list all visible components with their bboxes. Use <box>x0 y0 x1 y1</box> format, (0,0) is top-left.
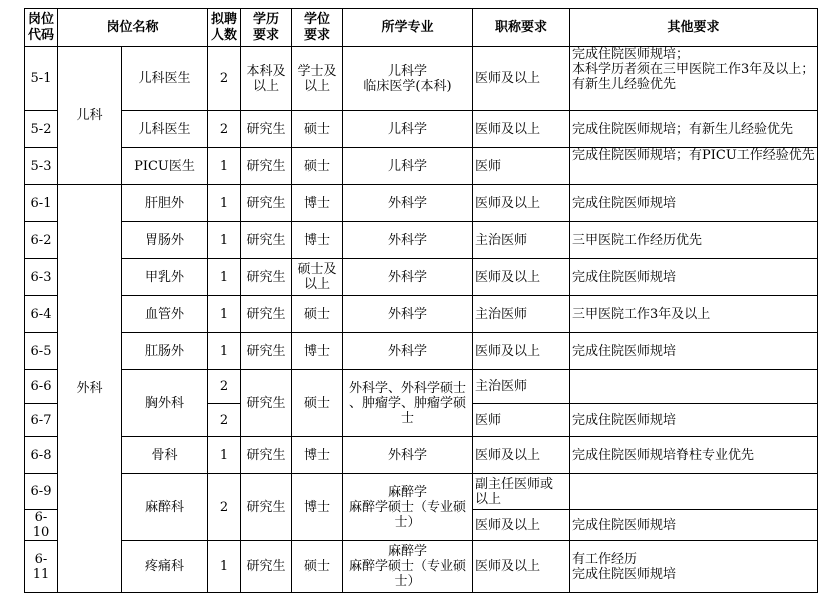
row-code: 6-3 <box>25 259 58 296</box>
row-count: 2 <box>208 474 241 541</box>
row-education: 研究生 <box>241 541 292 593</box>
row-other: 完成住院医师规培；有新生儿经验优先 <box>570 111 818 148</box>
row-title: 主治医师 <box>473 370 570 404</box>
row-code: 6-1 <box>25 185 58 222</box>
row-code: 6-2 <box>25 222 58 259</box>
row-other: 完成住院医师规培；有PICU工作经验优先 <box>570 148 818 185</box>
row-education: 研究生 <box>241 185 292 222</box>
recruitment-table <box>24 8 818 593</box>
table-row <box>25 259 818 296</box>
row-count: 1 <box>208 222 241 259</box>
row-degree: 硕士及 以上 <box>292 259 343 296</box>
row-title: 主治医师 <box>473 296 570 333</box>
table-row <box>25 222 818 259</box>
row-major: 外科学、外科学硕士 、肿瘤学、肿瘤学硕 士 <box>343 370 473 437</box>
row-name: 胸外科 <box>122 370 208 437</box>
row-title: 医师及以上 <box>473 185 570 222</box>
row-degree: 硕士 <box>292 370 343 437</box>
row-count: 1 <box>208 541 241 593</box>
row-major: 外科学 <box>343 333 473 370</box>
row-count: 1 <box>208 333 241 370</box>
row-name: 疼痛科 <box>122 541 208 593</box>
row-other: 三甲医院工作3年及以上 <box>570 296 818 333</box>
header-major: 所学专业 <box>343 9 473 47</box>
row-name: 儿科医生 <box>122 111 208 148</box>
table-row <box>25 474 818 510</box>
row-major: 儿科学 <box>343 148 473 185</box>
header-title: 职称要求 <box>473 9 570 47</box>
row-code: 6-5 <box>25 333 58 370</box>
table-row <box>25 296 818 333</box>
row-other: 完成住院医师规培 <box>570 185 818 222</box>
row-other <box>570 474 818 510</box>
row-major: 麻醉学 麻醉学硕士（专业硕 士） <box>343 474 473 541</box>
row-name: 儿科医生 <box>122 47 208 111</box>
row-degree: 博士 <box>292 185 343 222</box>
table-row <box>25 111 818 148</box>
row-education: 研究生 <box>241 474 292 541</box>
group-pediatrics: 儿科 <box>58 47 122 185</box>
row-degree: 博士 <box>292 222 343 259</box>
row-count: 2 <box>208 111 241 148</box>
table-row <box>25 437 818 474</box>
header-count: 拟聘 人数 <box>208 9 241 47</box>
row-education: 研究生 <box>241 437 292 474</box>
row-name: 肝胆外 <box>122 185 208 222</box>
row-degree: 硕士 <box>292 111 343 148</box>
row-education: 本科及 以上 <box>241 47 292 111</box>
row-count: 1 <box>208 185 241 222</box>
row-other: 有工作经历 完成住院医师规培 <box>570 541 818 593</box>
table-row <box>25 370 818 404</box>
row-title: 医师及以上 <box>473 437 570 474</box>
table-row <box>25 47 818 111</box>
row-title: 医师 <box>473 404 570 437</box>
header-position: 岗位名称 <box>58 9 208 47</box>
row-code: 5-3 <box>25 148 58 185</box>
row-degree: 硕士 <box>292 296 343 333</box>
row-code: 6-4 <box>25 296 58 333</box>
row-major: 外科学 <box>343 296 473 333</box>
row-other: 完成住院医师规培 <box>570 510 818 541</box>
row-other: 完成住院医师规培 <box>570 259 818 296</box>
table-row <box>25 148 818 185</box>
row-title: 医师及以上 <box>473 541 570 593</box>
row-title: 副主任医师或 以上 <box>473 474 570 510</box>
table-row <box>25 541 818 593</box>
row-code: 5-1 <box>25 47 58 111</box>
row-name: PICU医生 <box>122 148 208 185</box>
row-code: 6-10 <box>25 510 58 541</box>
row-major: 外科学 <box>343 185 473 222</box>
row-major: 儿科学 <box>343 111 473 148</box>
row-title: 医师及以上 <box>473 47 570 111</box>
row-code: 5-2 <box>25 111 58 148</box>
row-other: 三甲医院工作经历优先 <box>570 222 818 259</box>
row-education: 研究生 <box>241 111 292 148</box>
row-count: 1 <box>208 437 241 474</box>
row-education: 研究生 <box>241 259 292 296</box>
header-other: 其他要求 <box>570 9 818 47</box>
row-education: 研究生 <box>241 333 292 370</box>
row-title: 主治医师 <box>473 222 570 259</box>
row-count: 1 <box>208 296 241 333</box>
row-degree: 学士及 以上 <box>292 47 343 111</box>
row-education: 研究生 <box>241 222 292 259</box>
group-surgery: 外科 <box>58 185 122 593</box>
row-title: 医师及以上 <box>473 333 570 370</box>
row-code: 6-9 <box>25 474 58 510</box>
row-code: 6-6 <box>25 370 58 404</box>
row-education: 研究生 <box>241 370 292 437</box>
row-count: 2 <box>208 370 241 404</box>
row-count: 1 <box>208 259 241 296</box>
row-other: 完成住院医师规培 <box>570 404 818 437</box>
row-education: 研究生 <box>241 148 292 185</box>
row-title: 医师及以上 <box>473 259 570 296</box>
row-title: 医师及以上 <box>473 510 570 541</box>
row-count: 1 <box>208 148 241 185</box>
row-code: 6-11 <box>25 541 58 593</box>
row-major: 外科学 <box>343 259 473 296</box>
row-major: 麻醉学 麻醉学硕士（专业硕 士） <box>343 541 473 593</box>
header-degree: 学位 要求 <box>292 9 343 47</box>
row-major: 外科学 <box>343 437 473 474</box>
table-row <box>25 333 818 370</box>
header-code: 岗位 代码 <box>25 9 58 47</box>
row-count: 2 <box>208 404 241 437</box>
row-name: 血管外 <box>122 296 208 333</box>
row-title: 医师 <box>473 148 570 185</box>
row-major: 外科学 <box>343 222 473 259</box>
table-row <box>25 185 818 222</box>
row-count: 2 <box>208 47 241 111</box>
row-major: 儿科学 临床医学(本科) <box>343 47 473 111</box>
row-code: 6-8 <box>25 437 58 474</box>
row-name: 甲乳外 <box>122 259 208 296</box>
row-other: 完成住院医师规培 <box>570 333 818 370</box>
row-degree: 硕士 <box>292 148 343 185</box>
row-degree: 博士 <box>292 437 343 474</box>
header-education: 学历 要求 <box>241 9 292 47</box>
row-title: 医师及以上 <box>473 111 570 148</box>
row-name: 肛肠外 <box>122 333 208 370</box>
row-name: 胃肠外 <box>122 222 208 259</box>
row-name: 骨科 <box>122 437 208 474</box>
row-degree: 博士 <box>292 333 343 370</box>
row-name: 麻醉科 <box>122 474 208 541</box>
row-code: 6-7 <box>25 404 58 437</box>
row-degree: 博士 <box>292 474 343 541</box>
row-education: 研究生 <box>241 296 292 333</box>
row-other: 完成住院医师规培； 本科学历者须在三甲医院工作3年及以上； 有新生儿经验优先 <box>570 47 818 111</box>
row-other <box>570 370 818 404</box>
row-degree: 硕士 <box>292 541 343 593</box>
header-row <box>25 9 818 47</box>
row-other: 完成住院医师规培脊柱专业优先 <box>570 437 818 474</box>
